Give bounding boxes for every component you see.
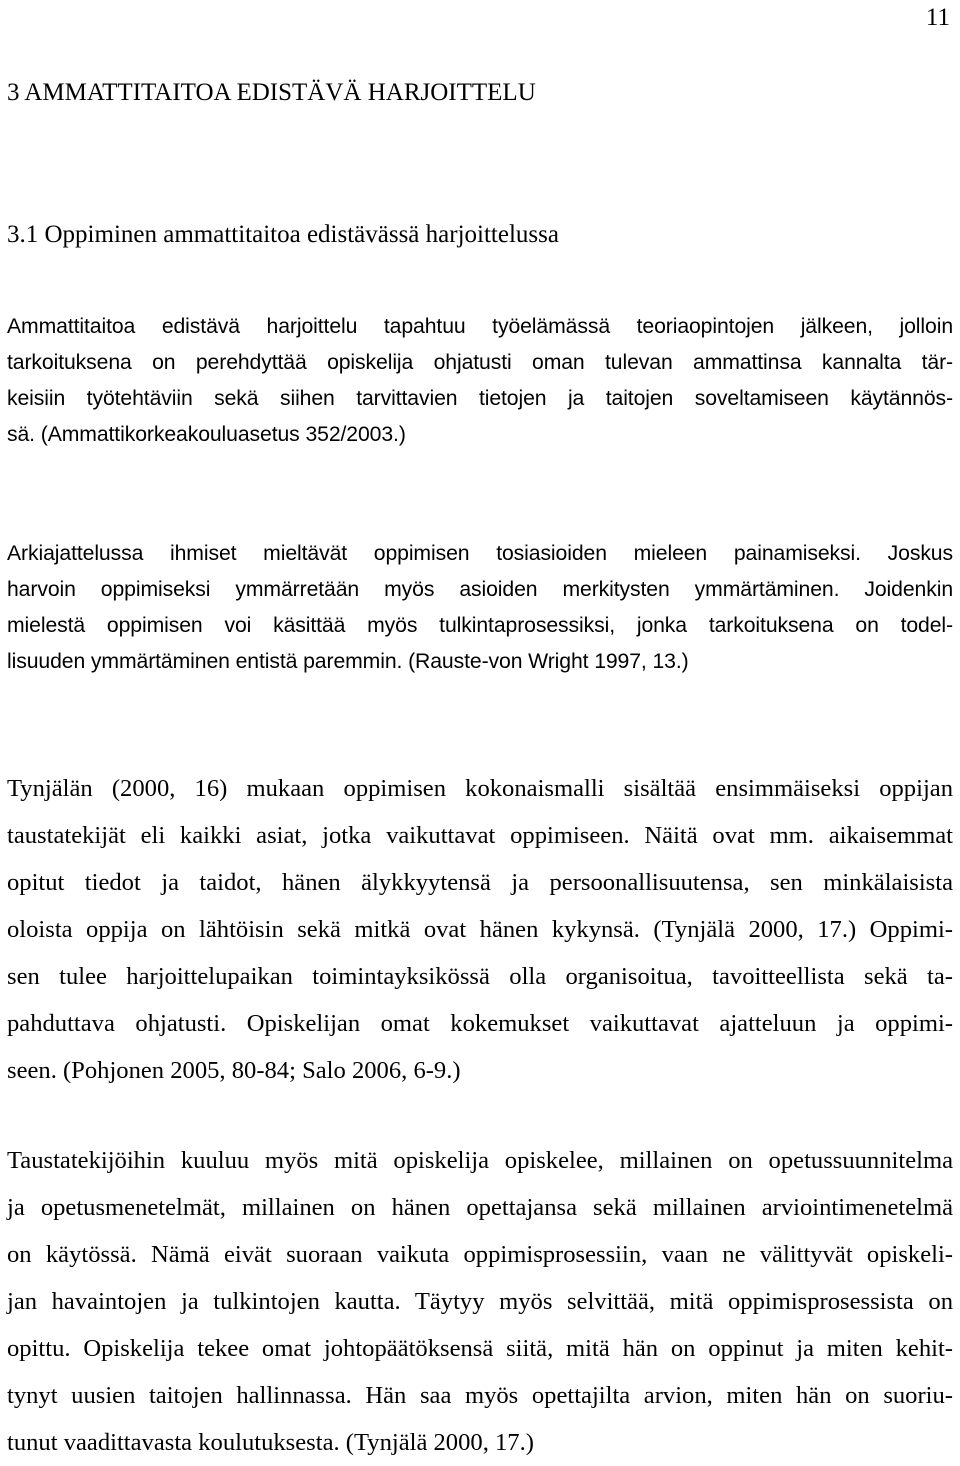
page-number: 11 [925, 4, 950, 31]
section-title: 3.1 Oppiminen ammattitaitoa edistävässä harjoittelussa [7, 221, 559, 248]
paragraph-line: tarkoituksena on perehdyttää opiskelija ohjatusti oman tulevan ammattinsa kannalta tär- [7, 351, 953, 374]
paragraph-line: lisuuden ymmärtäminen entistä paremmin. (Rauste-von Wright 1997, 13.) [7, 650, 689, 673]
paragraph-4 [7, 1137, 953, 1466]
paragraph-line: opittu. Opiskelija tekee omat johtopäätöksensä siitä, mitä hän on oppinut ja miten kehit- [7, 1335, 953, 1362]
paragraph-line: mielestä oppimisen voi käsittää myös tulkintaprosessiksi, jonka tarkoituksena on todel- [7, 614, 953, 637]
paragraph-line: oloista oppija on lähtöisin sekä mitkä ovat hänen kykynsä. (Tynjälä 2000, 17.) Oppimi- [7, 916, 953, 943]
paragraph-line: sä. (Ammattikorkeakouluasetus 352/2003.) [7, 423, 406, 446]
paragraph-line: opitut tiedot ja taidot, hänen älykkyytensä ja persoonallisuutensa, sen minkälaisista [7, 869, 953, 896]
paragraph-line: on käytössä. Nämä eivät suoraan vaikuta oppimisprosessiin, vaan ne välittyvät opiskeli- [7, 1241, 953, 1268]
paragraph-line: Arkiajattelussa ihmiset mieltävät oppimisen tosiasioiden mieleen painamiseksi. Joskus [7, 542, 953, 565]
chapter-title: 3 AMMATTITAITOA EDISTÄVÄ HARJOITTELU [7, 79, 536, 106]
paragraph-line: jan havaintojen ja tulkintojen kautta. Täytyy myös selvittää, mitä oppimisprosessista on [7, 1288, 953, 1315]
paragraph-1 [7, 309, 953, 453]
paragraph-line: taustatekijät eli kaikki asiat, jotka vaikuttavat oppimiseen. Näitä ovat mm. aikaisemmat [7, 822, 953, 849]
paragraph-2 [7, 536, 953, 680]
paragraph-line: Taustatekijöihin kuuluu myös mitä opiskelija opiskelee, millainen on opetussuunnitelma [7, 1147, 953, 1174]
paragraph-line: tunut vaadittavasta koulutuksesta. (Tynjälä 2000, 17.) [7, 1429, 534, 1456]
paragraph-line: Ammattitaitoa edistävä harjoittelu tapahtuu työelämässä teoriaopintojen jälkeen, jolloin [7, 315, 953, 338]
paragraph-line: keisiin työtehtäviin sekä siihen tarvittavien tietojen ja taitojen soveltamiseen käytännös- [7, 387, 953, 410]
paragraph-line: seen. (Pohjonen 2005, 80-84; Salo 2006, 6-9.) [7, 1057, 461, 1084]
paragraph-line: tynyt uusien taitojen hallinnassa. Hän saa myös opettajilta arvion, miten hän on suoriu- [7, 1382, 953, 1409]
paragraph-line: harvoin oppimiseksi ymmärretään myös asioiden merkitysten ymmärtäminen. Joidenkin [7, 578, 953, 601]
paragraph-line: Tynjälän (2000, 16) mukaan oppimisen kokonaismalli sisältää ensimmäiseksi oppijan [7, 775, 953, 802]
paragraph-3 [7, 765, 953, 1094]
paragraph-line: sen tulee harjoittelupaikan toimintayksikössä olla organisoitua, tavoitteellista sekä ta- [7, 963, 953, 990]
paragraph-line: pahduttava ohjatusti. Opiskelijan omat kokemukset vaikuttavat ajatteluun ja oppimi- [7, 1010, 953, 1037]
paragraph-line: ja opetusmenetelmät, millainen on hänen opettajansa sekä millainen arviointimenetelmä [7, 1194, 953, 1221]
